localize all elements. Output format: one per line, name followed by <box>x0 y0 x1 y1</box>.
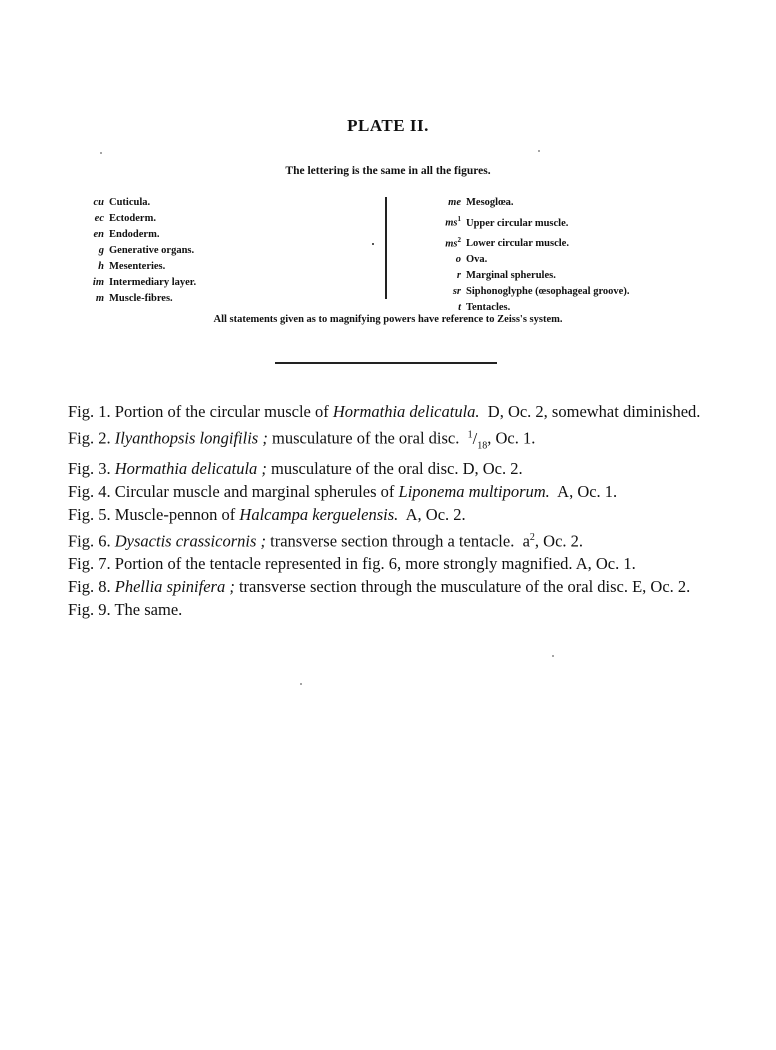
figure-caption-6: Fig. 6. Dysactis crassicornis ; transverse section through a tentacle. $a^2$, Oc. 2. <box>68 531 584 551</box>
legend-divider <box>385 197 387 299</box>
legend-entry <box>420 252 750 268</box>
legend-label: Ova. <box>466 254 488 265</box>
legend-label: Intermediary layer. <box>109 277 197 288</box>
print-speck <box>538 150 540 152</box>
legend-abbreviation: sr <box>452 286 461 297</box>
legend-abbreviation: h <box>98 261 104 272</box>
lettering-note: The lettering is the same in all the figures. <box>285 165 491 177</box>
figure-caption-5: Fig. 5. Muscle-pennon of Halcampa kerguelensis. A, Oc. 2. <box>68 504 466 524</box>
legend-label: Lower circular muscle. <box>466 238 569 249</box>
legend-label: Marginal spherules. <box>466 270 556 281</box>
legend-label: Generative organs. <box>109 245 195 256</box>
figure-caption-1: Fig. 1. Portion of the circular muscle of Hormathia delicatula. D, Oc. 2, somewhat diminished. <box>68 402 701 421</box>
figure-captions <box>48 400 726 621</box>
legend-abbreviation: g <box>98 245 104 256</box>
legend-label: Cuticula. <box>109 197 151 208</box>
magnification-note: All statements given as to magnifying powers have reference to Zeiss's system. <box>213 314 563 325</box>
legend-abbreviation: $ms^1$ <box>445 215 461 229</box>
figure-caption-8: Fig. 8. Phellia spinifera ; transverse section through the musculature of the oral disc. E, Oc. 2. <box>68 577 691 597</box>
legend-entry <box>76 211 376 227</box>
legend-entry <box>420 232 750 253</box>
print-speck <box>300 683 302 685</box>
figure-caption-7: Fig. 7. Portion of the tentacle represented in fig. 6, more strongly magnified. A, Oc. 1. <box>68 554 636 574</box>
figure-caption-3: Fig. 3. Hormathia delicatula ; musculature of the oral disc. D, Oc. 2. <box>68 458 523 478</box>
legend-label: Tentacles. <box>466 302 511 313</box>
legend-abbreviation: m <box>95 293 104 304</box>
legend-entry <box>420 268 750 284</box>
legend-entry <box>76 275 376 291</box>
plate-title: PLATE II. <box>347 116 429 135</box>
legend-entry <box>76 227 376 243</box>
legend-abbreviation: r <box>456 270 461 281</box>
legend-label: Muscle-fibres. <box>109 293 173 304</box>
legend-abbreviation: o <box>455 254 461 265</box>
legend-label: Mesoglœa. <box>466 197 514 208</box>
legend-left-column <box>76 195 376 307</box>
legend-abbreviation: cu <box>93 197 104 208</box>
legend-right-column <box>420 195 750 316</box>
legend-label: Siphonoglyphe (œsophageal groove). <box>466 286 630 297</box>
legend-entry <box>76 291 376 307</box>
figure-caption-9: Fig. 9. The same. <box>68 600 183 620</box>
figure-caption-4: Fig. 4. Circular muscle and marginal spherules of Liponema multiporum. A, Oc. 1. <box>68 481 618 501</box>
legend-abbreviation: me <box>448 197 461 208</box>
legend-abbreviation: en <box>93 229 104 240</box>
section-rule <box>275 362 497 364</box>
legend-label: Ectoderm. <box>109 213 156 224</box>
legend-label: Endoderm. <box>109 229 160 240</box>
legend-entry <box>76 259 376 275</box>
legend-entry <box>76 243 376 259</box>
print-speck <box>100 152 102 154</box>
legend-abbreviation: ec <box>94 213 104 224</box>
legend-entry <box>420 211 750 232</box>
legend-abbreviation: im <box>92 277 104 288</box>
print-speck <box>552 655 554 657</box>
legend-abbreviation: t <box>458 302 461 313</box>
legend-entry <box>76 195 376 211</box>
figure-caption-2: Fig. 2. Ilyanthopsis longifilis ; musculature of the oral disc. $^1/_{18}$, Oc. 1. <box>68 428 536 451</box>
print-speck <box>372 243 374 245</box>
legend-entry <box>420 284 750 300</box>
legend-abbreviation: $ms^2$ <box>445 235 461 249</box>
legend-label: Mesenteries. <box>109 261 166 272</box>
legend-entry <box>420 195 750 211</box>
legend-label: Upper circular muscle. <box>466 217 569 229</box>
